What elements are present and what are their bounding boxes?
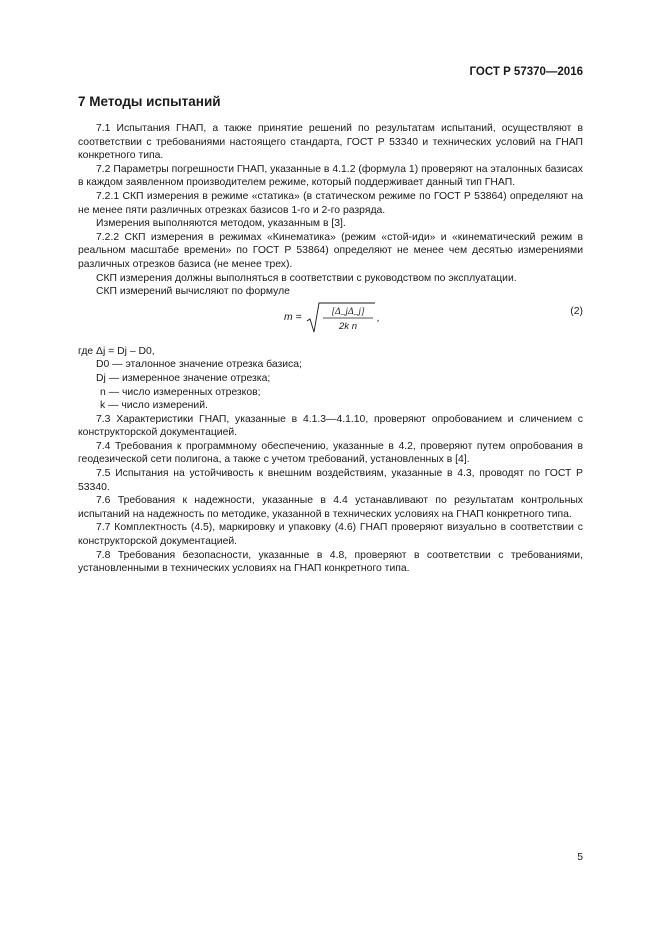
formula-numerator: [Δ_jΔ_j] bbox=[330, 306, 365, 317]
paragraph-7-4: 7.4 Требования к программному обеспечению, указанные в 4.2, проверяют путем опробования в геодезической сети полигона, а также с учетом требований, установленных в [4]. bbox=[78, 440, 583, 466]
formula-number: (2) bbox=[570, 305, 583, 317]
paragraph-7-6: 7.6 Требования к надежности, указанные в 4.4 устанавливают по результатам контрольных испытаний на надежность по методике, указанной в технических условиях на ГНАП конкретного типа. bbox=[78, 495, 583, 520]
paragraph-7-7: 7.7 Комплектность (4.5), маркировку и упаковку (4.6) ГНАП проверяют визуально в соответствии с конструкторской документацией. bbox=[78, 522, 583, 548]
section-title: 7 Методы испытаний bbox=[78, 94, 221, 109]
definitions-list bbox=[78, 345, 583, 413]
definition-n: n — число измеренных отрезков; bbox=[100, 386, 261, 398]
document-id: ГОСТ Р 57370—2016 bbox=[469, 66, 583, 78]
paragraph-method: Измерения выполняются методом, указанным в [3]. bbox=[96, 218, 346, 230]
paragraph-7-1: 7.1 Испытания ГНАП, а также принятие решений по результатам испытаний, осуществляют в соответствии с требованиями настоящего стандарта, ГОСТ Р 53340 и технических условий на ГНАП конкретного типа. bbox=[78, 123, 583, 162]
body-text bbox=[78, 122, 583, 576]
formula-denominator: 2k n bbox=[338, 320, 357, 332]
formula-lhs: m = bbox=[284, 311, 302, 323]
paragraph-7-2-1: 7.2.1 СКП измерения в режиме «статика» (в статическом режиме по ГОСТ Р 53864) определяют на не менее пяти различных отрезках базисов 1-го и 2-го разряда. bbox=[78, 190, 583, 216]
formula-block bbox=[78, 301, 583, 343]
paragraph-7-3: 7.3 Характеристики ГНАП, указанные в 4.1.3—4.1.10, проверяют опробованием и сличением с конструкторской документацией. bbox=[78, 413, 583, 439]
paragraph-7-2: 7.2 Параметры погрешности ГНАП, указанные в 4.1.2 (формула 1) проверяют на эталонных базисах в каждом заявленном производителем режиме, который поддерживает данный тип ГНАП. bbox=[78, 163, 583, 189]
formula bbox=[284, 301, 391, 335]
paragraph-skp-formula: СКП измерений вычисляют по формуле bbox=[96, 286, 290, 298]
definition-k: k — число измерений. bbox=[100, 400, 208, 412]
page-number: 5 bbox=[577, 852, 583, 863]
definition-where: где Δj = Dj – D0, bbox=[78, 345, 155, 357]
formula-comma: , bbox=[376, 312, 380, 324]
paragraph-7-5: 7.5 Испытания на устойчивость к внешним воздействиям, указанные в 4.3, проводят по ГОСТ Р 53340. bbox=[78, 468, 583, 493]
definition-d0: D0 — эталонное значение отрезка базиса; bbox=[96, 359, 302, 371]
paragraph-7-8: 7.8 Требования безопасности, указанные в 4.8, проверяют в соответствии с требованиями, установленными в технических условиях на ГНАП конкретного типа. bbox=[78, 549, 583, 575]
paragraph-skp-manual: СКП измерения должны выполняться в соответствии с руководством по эксплуатации. bbox=[96, 272, 517, 284]
paragraph-7-2-2: 7.2.2 СКП измерения в режимах «Кинематика» (режим «стой-иди» и «кинематический режим в реальном масштабе времени» по ГОСТ Р 53864) определяют не менее чем десятью измерениями различных отрезков базиса (не менее трех). bbox=[78, 231, 583, 270]
definition-dj: Dj — измеренное значение отрезка; bbox=[96, 372, 271, 384]
square-root-fraction bbox=[305, 301, 391, 335]
